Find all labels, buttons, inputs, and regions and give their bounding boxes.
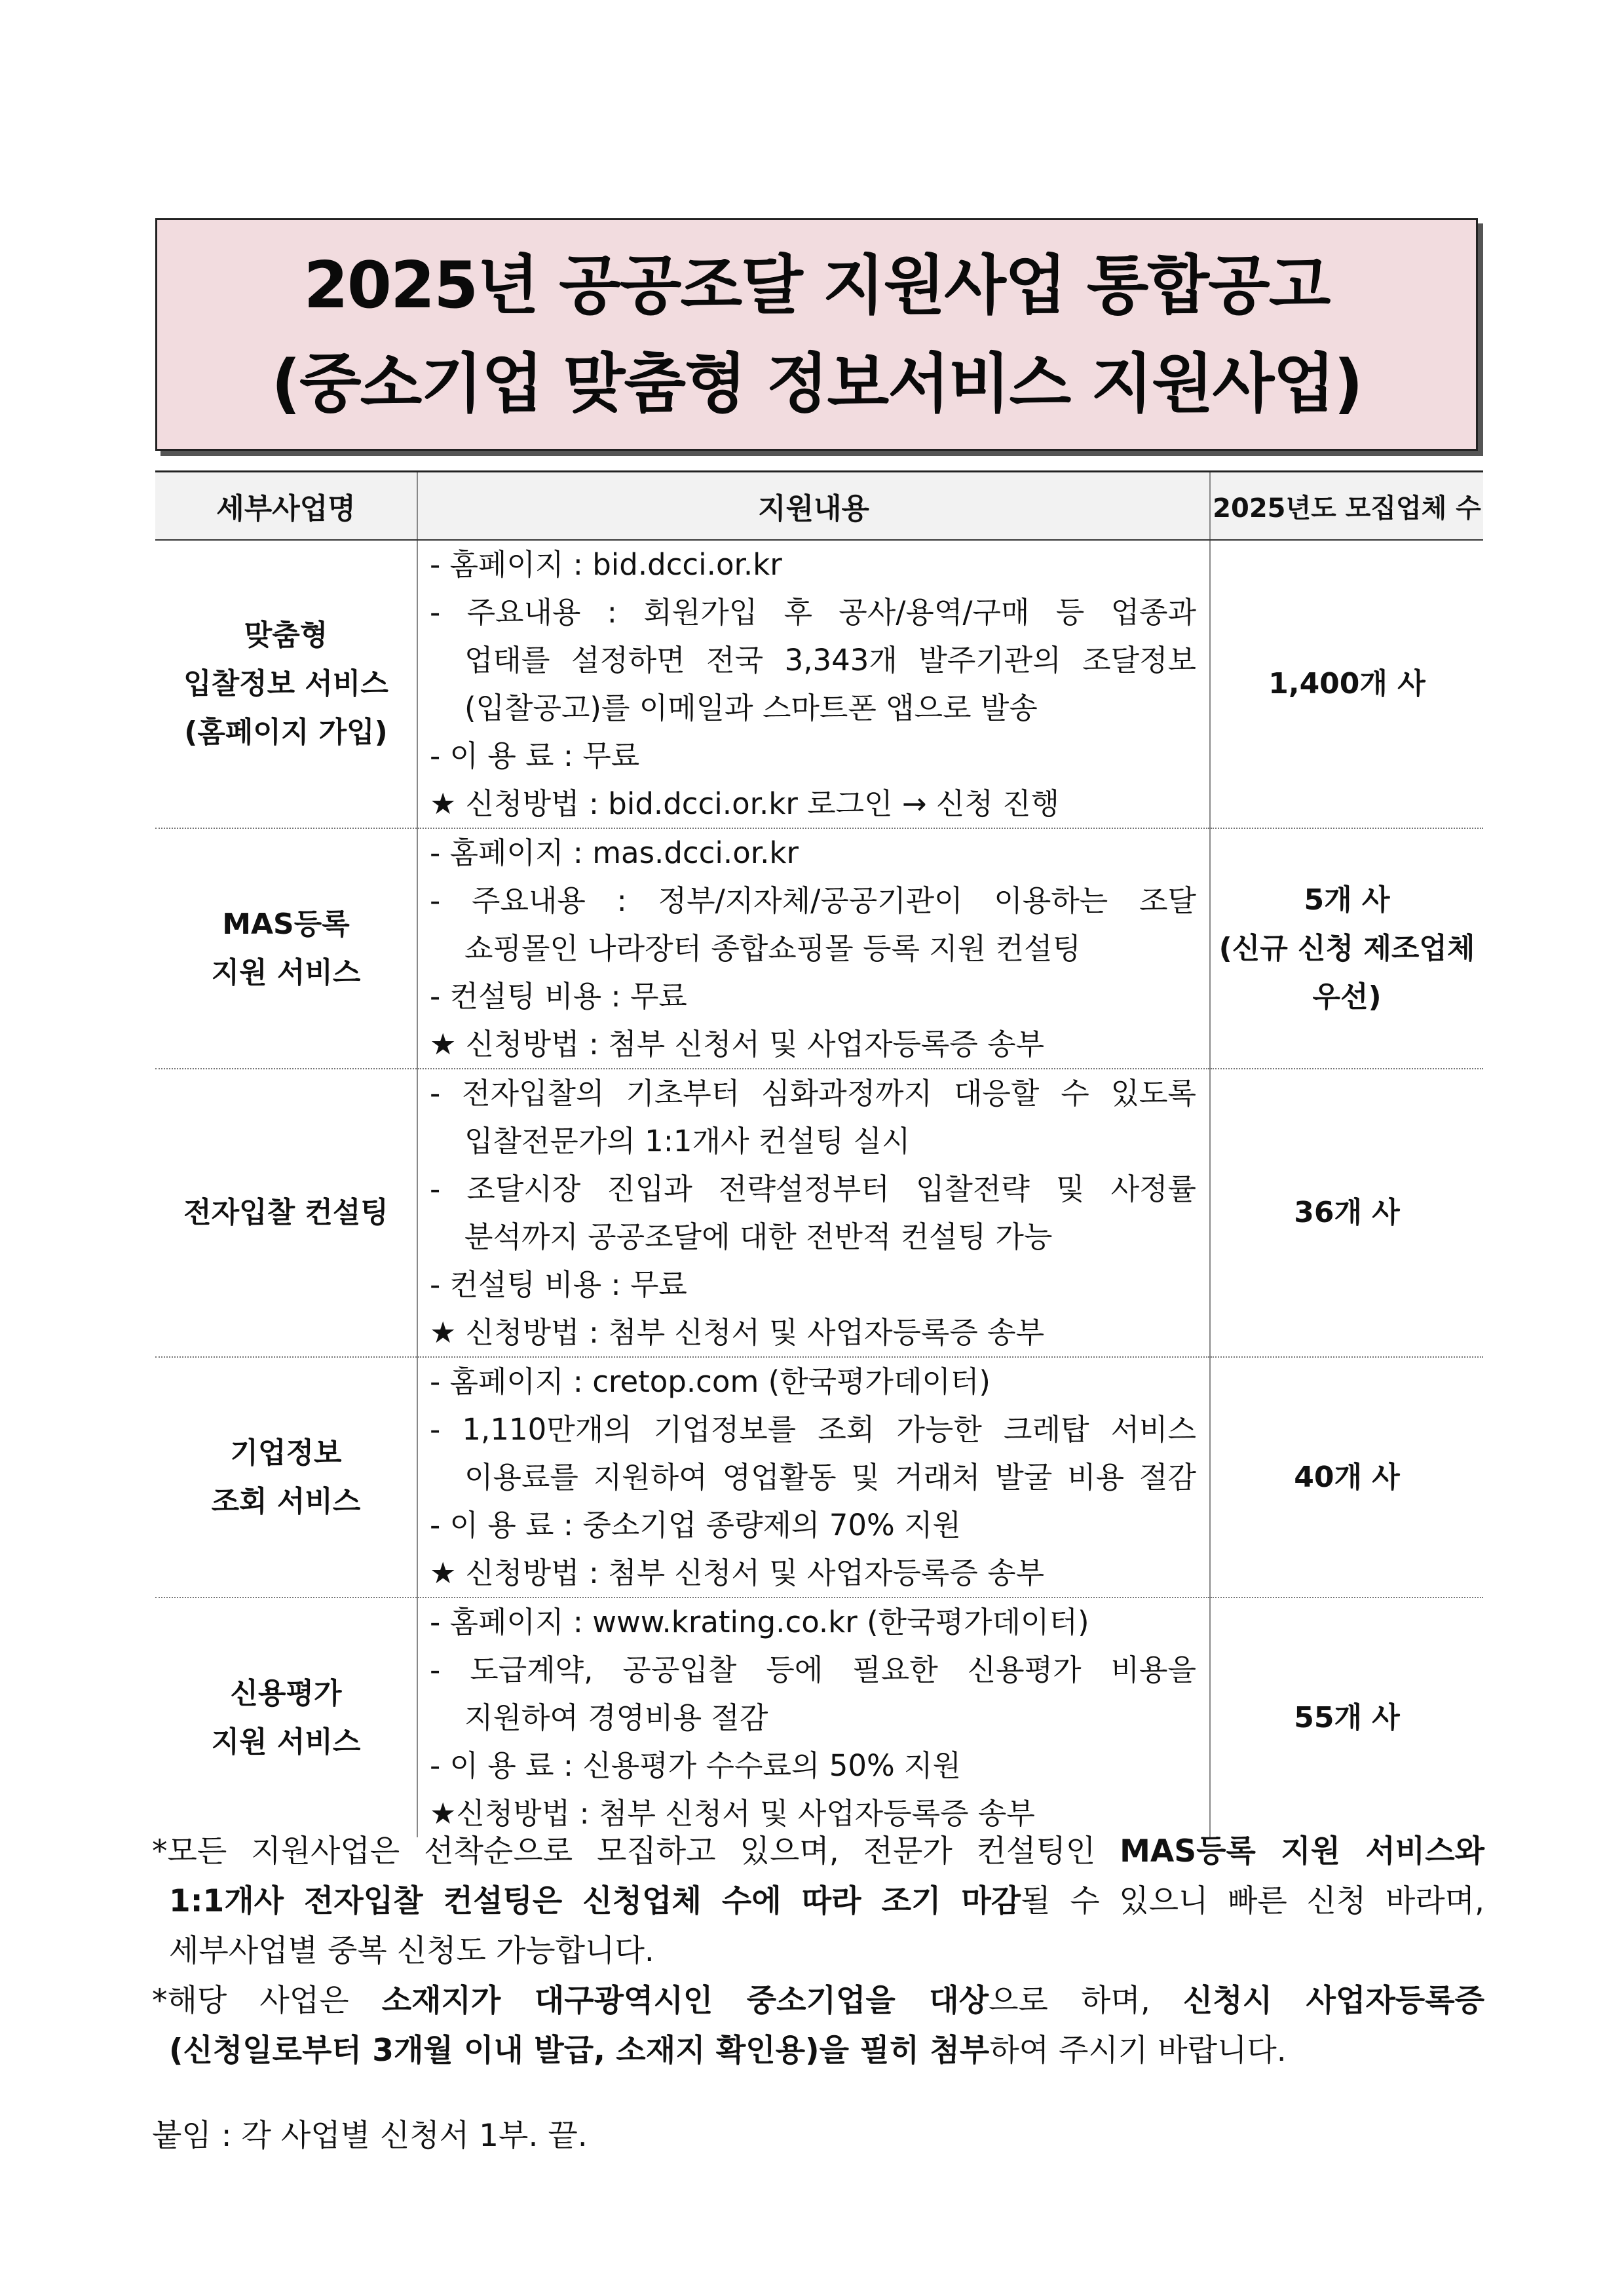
content-line: - 컨설팅 비용 : 무료: [430, 1267, 687, 1302]
recruit-count: 40개 사: [1294, 1460, 1400, 1494]
content-line: - 주요내용 : 정부/지자체/공공기관이 이용하는 조달: [430, 883, 1196, 918]
content-line: 입찰전문가의 1:1개사 컨설팅 실시: [464, 1124, 911, 1158]
program-name-line: 신용평가: [230, 1676, 342, 1710]
content-line: - 이 용 료 : 무료: [430, 738, 640, 773]
program-name-line: 지원 서비스: [211, 1725, 361, 1759]
title-line-1: 2025년 공공조달 지원사업 통합공고: [303, 248, 1330, 323]
header-support-content: 지원내용: [417, 472, 1210, 541]
program-name-line: 맞춤형: [244, 619, 328, 652]
program-name-cell: [155, 1357, 417, 1598]
support-content-cell: [417, 1357, 1210, 1598]
recruit-count: 36개 사: [1294, 1196, 1400, 1229]
note-1-line-3: 세부사업별 중복 신청도 가능합니다.: [169, 1933, 654, 1969]
note-2-line-1: [152, 1976, 1484, 2026]
program-name-cell: [155, 828, 417, 1069]
program-name-cell: [155, 1069, 417, 1357]
support-content-cell: [417, 1598, 1210, 1837]
note-1-line-2: [152, 1877, 1484, 1926]
content-line: - 도급계약, 공공입찰 등에 필요한 신용평가 비용을: [430, 1653, 1196, 1687]
content-line: ★신청방법 : 첨부 신청서 및 사업자등록증 송부: [430, 1796, 1035, 1831]
program-name-cell: [155, 540, 417, 828]
content-line: - 홈페이지 : mas.dcci.or.kr: [430, 835, 799, 870]
content-line: - 전자입찰의 기초부터 심화과정까지 대응할 수 있도록: [430, 1076, 1196, 1111]
note-text: 하여 주시기 바랍니다.: [989, 2033, 1287, 2069]
title-line-2: (중소기업 맞춤형 정보서비스 지원사업): [271, 346, 1362, 421]
recruit-count-note: (신규 신청 제조업체: [1218, 931, 1475, 965]
content-line: 업태를 설정하면 전국 3,343개 발주기관의 조달정보: [464, 643, 1196, 678]
program-name-line: 지원 서비스: [211, 955, 361, 989]
content-line: (입찰공고)를 이메일과 스마트폰 앱으로 발송: [464, 691, 1038, 725]
note-1-line-1: [152, 1827, 1484, 1877]
note-emphasis: 1:1개사 전자입찰 컨설팅은 신청업체 수에 따라 조기 마감: [169, 1883, 1021, 1919]
recruit-count: 1,400개 사: [1268, 667, 1426, 700]
content-line: ★ 신청방법 : 첨부 신청서 및 사업자등록증 송부: [430, 1315, 1045, 1350]
note-text: 으로 하며,: [989, 1983, 1183, 2019]
program-name-line: MAS등록: [222, 907, 350, 941]
recruit-count-cell: [1210, 1357, 1483, 1598]
content-line: ★ 신청방법 : bid.dcci.or.kr 로그인 → 신청 진행: [430, 786, 1060, 821]
content-line: ★ 신청방법 : 첨부 신청서 및 사업자등록증 송부: [430, 1027, 1045, 1062]
header-recruit-count: 2025년도 모집업체 수: [1210, 472, 1483, 541]
content-line: - 주요내용 : 회원가입 후 공사/용역/구매 등 업종과: [430, 595, 1196, 630]
table-header-row: [155, 472, 1483, 541]
notes: [152, 1827, 1484, 2076]
attachment-line: 붙임 : 각 사업별 신청서 1부. 끝.: [152, 2118, 588, 2154]
program-name-line: 조회 서비스: [211, 1484, 361, 1518]
program-name-line: 입찰정보 서비스: [183, 667, 388, 700]
note-emphasis: 신청시 사업자등록증: [1182, 1983, 1485, 2019]
support-content-cell: [417, 540, 1210, 828]
content-line: - 1,110만개의 기업정보를 조회 가능한 크레탑 서비스: [430, 1412, 1196, 1447]
program-name-line: (홈페이지 가입): [184, 716, 388, 749]
support-content-cell: [417, 1069, 1210, 1357]
table-row: [155, 1069, 1483, 1357]
content-line: - 홈페이지 : bid.dcci.or.kr: [430, 547, 782, 582]
note-emphasis: (신청일로부터 3개월 이내 발급, 소재지 확인용)을 필히 첨부: [169, 2033, 990, 2069]
content-line: - 조달시장 진입과 전략설정부터 입찰전략 및 사정률: [430, 1172, 1196, 1206]
content-line: ★ 신청방법 : 첨부 신청서 및 사업자등록증 송부: [430, 1556, 1045, 1590]
content-line: 지원하여 경영비용 절감: [464, 1700, 768, 1735]
table-row: [155, 1357, 1483, 1598]
note-2-line-2: [152, 2026, 1484, 2076]
support-content-cell: [417, 828, 1210, 1069]
content-line: - 이 용 료 : 신용평가 수수료의 50% 지원: [430, 1748, 961, 1783]
table-row: [155, 828, 1483, 1069]
content-line: 쇼핑몰인 나라장터 종합쇼핑몰 등록 지원 컨설팅: [464, 931, 1081, 966]
note-emphasis: 소재지가 대구광역시인 중소기업을 대상: [381, 1983, 989, 2019]
title-box: [155, 218, 1478, 451]
program-name-line: 기업정보: [230, 1436, 342, 1470]
recruit-count: 5개 사: [1304, 883, 1390, 917]
recruit-count-cell: [1210, 828, 1483, 1069]
recruit-count-note: 우선): [1312, 980, 1382, 1014]
recruit-count-cell: [1210, 1069, 1483, 1357]
note-text: *해당 사업은: [152, 1983, 382, 2019]
recruit-count-cell: [1210, 540, 1483, 828]
program-name-line: 전자입찰 컨설팅: [183, 1196, 388, 1229]
table-row: [155, 540, 1483, 828]
content-line: - 홈페이지 : cretop.com (한국평가데이터): [430, 1364, 991, 1399]
recruit-count: 55개 사: [1294, 1700, 1400, 1734]
content-line: - 홈페이지 : www.krating.co.kr (한국평가데이터): [430, 1605, 1089, 1639]
note-text: *모든 지원사업은 선착순으로 모집하고 있으며, 전문가 컨설팅인: [152, 1833, 1120, 1869]
note-emphasis: MAS등록 지원 서비스와: [1120, 1833, 1484, 1869]
table-row: [155, 1598, 1483, 1837]
content-line: - 컨설팅 비용 : 무료: [430, 979, 687, 1014]
recruit-count-cell: [1210, 1598, 1483, 1837]
program-table: [155, 470, 1483, 1837]
content-line: - 이 용 료 : 중소기업 종량제의 70% 지원: [430, 1508, 961, 1542]
program-name-cell: [155, 1598, 417, 1837]
content-line: 분석까지 공공조달에 대한 전반적 컨설팅 가능: [464, 1219, 1053, 1254]
content-line: 이용료를 지원하여 영업활동 및 거래처 발굴 비용 절감: [464, 1460, 1196, 1495]
header-program-name: 세부사업명: [155, 472, 417, 541]
note-text: 될 수 있으니 빠른 신청 바라며,: [1021, 1883, 1484, 1919]
